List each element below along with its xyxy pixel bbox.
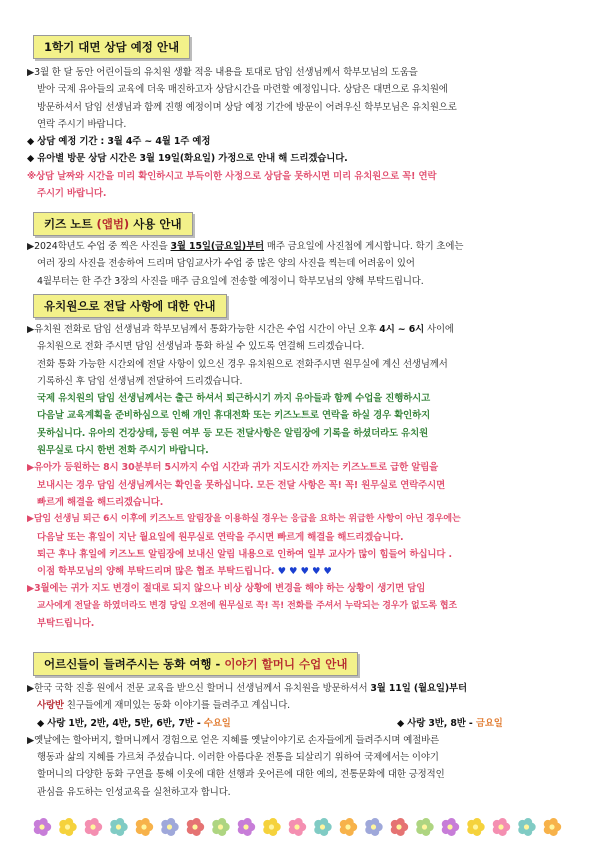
text-line: 방문하셔서 담임 선생님과 함께 진행 예정이며 상담 예정 기간에 방문이 어려우신 학부모님은 유치원으로	[37, 101, 457, 113]
text-line: 4월부터는 한 주간 3장의 사진을 매주 금요일에 전송할 예정이니 학부모님의 양해 부탁드립니다.	[37, 275, 424, 287]
section-title-consultation: 1학기 대면 상담 예정 안내	[33, 35, 190, 59]
flower-icon	[442, 818, 459, 836]
text-line: 연락 주시기 바랍니다.	[37, 118, 127, 130]
text-line: ▶옛날에는 할아버지, 할머니께서 경험으로 얻은 지혜를 옛날이야기로 손자들에게 들려주시며 예절바른	[27, 734, 440, 746]
class-schedule	[27, 715, 579, 732]
flower-icon	[34, 818, 51, 836]
flower-icon	[391, 818, 408, 836]
flower-icon	[59, 818, 76, 836]
section-title-storytelling: 어르신들이 들려주시는 동화 여행 - 이야기 할머니 수업 안내	[33, 652, 358, 676]
notice-line: 다음날 교육계획을 준비하심으로 인해 개인 휴대전화 또는 키즈노트로 연락을 하실 경우 확인하지	[37, 410, 431, 422]
flower-icon	[493, 818, 510, 836]
schedule-friday: ◆ 사랑 3반, 8반 - 금요일	[397, 717, 503, 729]
text-line: 전화 통화 가능한 시간외에 전달 사항이 있으신 경우 유치원으로 전화주시면 원무실에 계신 선생님께서	[37, 358, 448, 370]
flower-icon	[416, 818, 433, 836]
flower-icon	[467, 818, 484, 836]
notice-line: ▶담임 선생님 퇴근 6시 이후에 키즈노트 알림장을 이용하실 경우는 응급을 요하는 위급한 사항이 아닌 경우에는	[27, 514, 461, 525]
notice-line: ▶3월에는 귀가 지도 변경이 절대로 되지 않으나 비상 상황에 변경을 해야 하는 상황이 생기면 담임	[27, 583, 426, 595]
flower-icon	[85, 818, 102, 836]
notice-line: 다음날 또는 휴일이 지난 월요일에 원무실로 연락을 주시면 빠르게 해결을 해드리겠습니다.	[37, 531, 404, 543]
text-line: 기록하신 후 담임 선생님께 전달하여 드리겠습니다.	[37, 375, 243, 387]
schedule-wednesday: ◆ 사랑 1반, 2반, 4반, 5반, 6반, 7반 - 수요일	[37, 717, 231, 729]
flower-icon	[161, 818, 178, 836]
note-line: 주시기 바랍니다.	[37, 188, 107, 200]
text-line: ▶2024학년도 수업 중 찍은 사진을 3월 15일(금요일)부터 매주 금요일에 사진첩에 게시합니다. 학기 초에는	[27, 241, 464, 252]
flower-icon	[110, 818, 127, 836]
text-line: ▶한국 국학 진흥 원에서 전문 교육을 받으신 할머니 선생님께서 유치원을 방문하셔서 3월 11일 (월요일)부터	[27, 683, 467, 694]
kidsnote-body	[27, 238, 579, 290]
flower-icon	[518, 818, 535, 836]
notice-line: ▶유아가 등원하는 8시 30분부터 5시까지 수업 시간과 귀가 지도시간 까지는 키즈노트로 급한 알림을	[27, 462, 439, 474]
text-line: 관심을 유도하는 인성교육을 실천하고자 합니다.	[37, 786, 231, 798]
text-line: 행동과 삶의 지혜를 가르쳐 주셨습니다. 이러한 아름다운 전통을 되살리기 위하여 국제에서는 이야기	[37, 752, 439, 764]
notice-line: 보내시는 경우 담임 선생님께서는 확인을 못하십니다. 모든 전달 사항은 꼭! 꼭! 원무실로 연락주시면	[37, 479, 446, 491]
section-title-contact: 유치원으로 전달 사항에 대한 안내	[33, 294, 227, 318]
flower-border-icon	[30, 812, 570, 842]
flower-icon	[289, 818, 306, 836]
flower-border-decoration	[30, 812, 570, 842]
bullet-visit-time: ◆ 유아별 방문 상담 시간은 3월 19일(화요일) 가정으로 안내 해 드리겠습니다.	[27, 153, 348, 165]
storytelling-body	[27, 680, 579, 801]
section-title-kidsnote: 키즈 노트 (앱범) 사용 안내	[33, 212, 193, 236]
consultation-body	[27, 64, 579, 202]
notice-line: 부탁드립니다.	[37, 618, 95, 630]
hearts-decoration: ♥ ♥ ♥ ♥ ♥	[277, 566, 332, 578]
contact-body	[27, 321, 579, 632]
notice-line: 이점 학부모님의 양해 부탁드리며 많은 협조 부탁드립니다. ♥ ♥ ♥ ♥ ♥	[37, 566, 332, 578]
bullet-period: ◆ 상담 예정 기간 : 3월 4주 ~ 4월 1주 예정	[27, 136, 211, 148]
text-line: 유치원으로 전화 주시면 담임 선생님과 통화 하실 수 있도록 연결해 드리겠습니다.	[37, 341, 365, 353]
flower-icon	[544, 818, 561, 836]
flower-icon	[365, 818, 382, 836]
notice-line: 못하십니다. 유아의 건강상태, 등원 여부 등 모든 전달사항은 알림장에 기록을 하셨더라도 유치원	[37, 427, 429, 439]
notice-line: 퇴근 후나 휴일에 키즈노트 알림장에 보내신 알림 내용으로 인하여 일부 교사가 많이 힘들어 하십니다 .	[37, 548, 452, 560]
flower-icon	[263, 818, 280, 836]
notice-line: 원무실로 다시 한번 전화 주시기 바랍니다.	[37, 445, 209, 457]
flower-icon	[187, 818, 204, 836]
text-line: ▶3월 한 달 동안 어린이들의 유치원 생활 적응 내용을 토대로 담임 선생님께서 학부모님의 도움을	[27, 67, 418, 78]
note-line: ※상담 날짜와 시간을 미리 확인하시고 부득이한 사정으로 상담을 못하시면 미리 유치원으로 꼭! 연락	[27, 170, 437, 182]
flower-icon	[136, 818, 153, 836]
text-line: ▶유치원 전화로 담임 선생님과 학부모님께서 통화가능한 시간은 수업 시간이 아닌 오후 4시 ~ 6시 사이에	[27, 324, 454, 335]
text-line: 할머니의 다양한 동화 구연을 통해 이웃에 대한 선행과 웃어른에 대한 예의, 전통문화에 대한 긍정적인	[37, 769, 445, 781]
notice-line: 국제 유치원의 담임 선생님께서는 출근 하셔서 퇴근하시기 까지 유아들과 함께 수업을 진행하시고	[37, 393, 431, 405]
flower-icon	[314, 818, 331, 836]
notice-line: 교사에게 전달을 하였더라도 변경 당일 오전에 원무실로 꼭! 꼭! 전화를 주셔서 누락되는 경우가 없도록 협조	[37, 600, 458, 611]
flower-icon	[238, 818, 255, 836]
text-line: 받아 국제 유아들의 교육에 더욱 매진하고자 상담시간을 마련할 예정입니다. 상담은 대면으로 유치원에	[37, 84, 448, 96]
flower-icon	[340, 818, 357, 836]
notice-line: 빠르게 해결을 해드리겠습니다.	[37, 496, 164, 508]
flower-icon	[212, 818, 229, 836]
text-line: 사랑반 친구들에게 재미있는 동화 이야기를 들려주고 계십니다.	[37, 700, 291, 712]
text-line: 여러 장의 사진을 전송하여 드리며 담임교사가 수업 중 많은 양의 사진을 찍는데 어려움이 있어	[37, 258, 415, 270]
